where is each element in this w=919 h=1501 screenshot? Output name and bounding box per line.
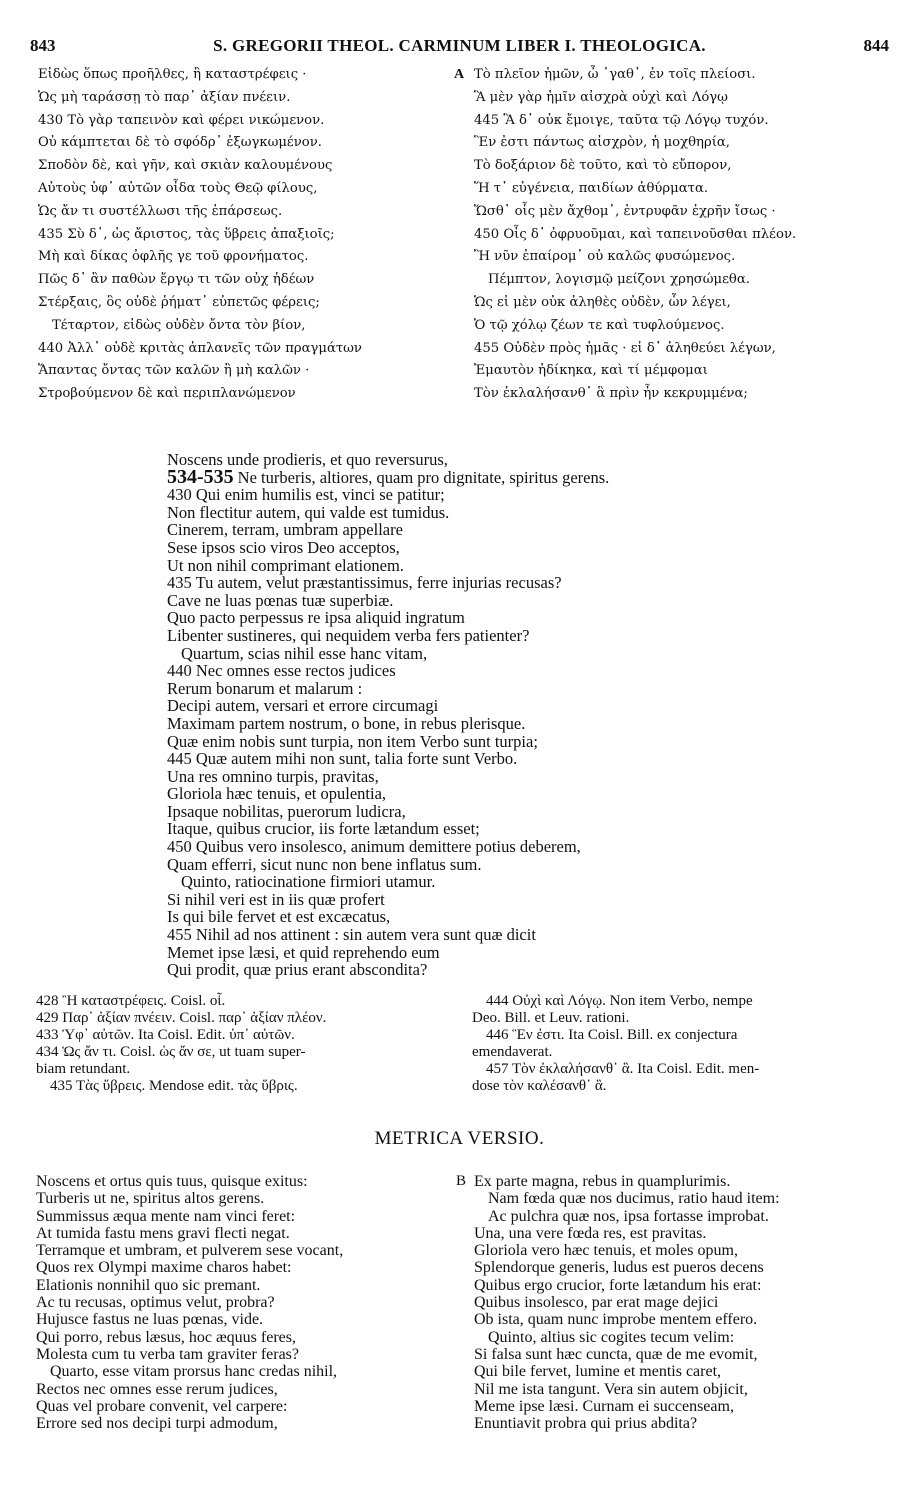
line-text: Quas vel probare convenit, vel carpere: — [36, 1397, 288, 1415]
latin-line — [167, 715, 867, 733]
greek-verse-line — [38, 292, 453, 315]
line-text: Quibus insolesco, par erat mage dejici — [474, 1294, 719, 1312]
metrical-verse-line — [36, 1259, 446, 1276]
line-text: Οὐ κάμπτεται δὲ τὸ σφόδρ᾽ ἐξωγκωμένον. — [38, 135, 322, 151]
greek-verse-line — [38, 246, 453, 269]
latin-line — [167, 961, 867, 979]
line-text: 450 Quibus vero insolesco, animum demittere potius deberem, — [167, 837, 581, 857]
footnote-line — [472, 1010, 888, 1027]
line-text: Hujusce fastus ne luas pœnas, vide. — [36, 1311, 264, 1329]
line-text: Ὡς ἄν τι συστέλλωσι τῆς ἐπάρσεως. — [38, 203, 283, 219]
line-text: Τέταρτον, εἰδὼς οὐδὲν ὄντα τὸν βίον, — [52, 317, 306, 333]
page-header — [30, 36, 889, 58]
line-text: Ac tu recusas, optimus velut, probra? — [36, 1294, 275, 1312]
line-text: Ἅπαντας ὄντας τῶν καλῶν ἢ μὴ καλῶν · — [38, 363, 310, 379]
line-text: Ὡς εἰ μὲν οὐκ ἀληθὲς οὐδὲν, ὧν λέγει, — [474, 294, 731, 310]
latin-line — [167, 768, 867, 786]
latin-line — [167, 944, 867, 962]
latin-line — [167, 662, 867, 680]
line-text: Rerum bonarum et malarum : — [167, 678, 363, 698]
metrical-verse-line — [36, 1225, 446, 1242]
line-text: 450 Οἷς δ᾽ ὀφρυοῦμαι, καὶ ταπεινοῦσθαι πλέον. — [474, 226, 797, 242]
latin-line — [167, 785, 867, 803]
greek-verse-line — [474, 338, 894, 361]
section-title: METRICA VERSIO. — [374, 1128, 545, 1149]
greek-verse-line — [474, 110, 894, 133]
greek-verse-line — [474, 246, 894, 269]
line-text: Ac pulchra quæ nos, ipsa fortasse improbat. — [488, 1207, 769, 1225]
line-text: Πέμπτον, λογισμῷ μείζονι χρησώμεθα. — [488, 272, 750, 288]
page-number-right: 844 — [863, 36, 889, 55]
line-text: Ὡς μὴ ταράσσῃ τὸ παρ᾽ ἀξίαν πνέειν. — [38, 89, 291, 105]
margin-letter: A — [454, 67, 465, 82]
line-text: Ob ista, quam nunc improbe mentem effero. — [474, 1311, 758, 1329]
line-text: Molesta cum tu verba tam graviter feras? — [36, 1345, 299, 1363]
page-number-left: 843 — [30, 36, 56, 55]
latin-line — [167, 539, 867, 557]
latin-line — [167, 680, 867, 698]
latin-translation — [167, 451, 867, 979]
footnote-line — [472, 1078, 888, 1095]
greek-verse-line — [474, 87, 894, 110]
running-title: S. GREGORII THEOL. CARMINUM LIBER I. THEOLOGICA. — [213, 36, 706, 55]
latin-line — [167, 504, 867, 522]
line-text: Ὁ τῷ χόλῳ ζέων τε καὶ τυφλούμενος. — [474, 317, 725, 333]
line-text: Summissus æqua mente nam vinci feret: — [36, 1207, 296, 1225]
line-text: Ἐμαυτὸν ἠδίκηκα, καὶ τί μέμφομαι — [474, 363, 708, 379]
latin-line — [167, 574, 867, 592]
line-text: Non flectitur autem, qui valde est tumidus. — [167, 502, 450, 522]
greek-verse-line — [38, 315, 453, 338]
metrical-verse-line — [456, 1173, 894, 1190]
line-text: 457 Τὸν ἐκλαλήσανθ᾽ ἃ. Ita Coisl. Edit. men- — [486, 1061, 760, 1077]
line-text: dose τὸν καλέσανθ᾽ ἃ. — [472, 1078, 607, 1094]
line-text: Si nihil veri est in iis quæ profert — [167, 889, 385, 909]
metrical-verse-line — [36, 1329, 446, 1346]
line-text: Enuntiavit probra qui prius abdita? — [474, 1415, 698, 1433]
metrical-verse-line — [474, 1363, 894, 1380]
line-text: biam retundant. — [36, 1061, 131, 1077]
line-text: Σποδὸν δὲ, καὶ γῆν, καὶ σκιὰν καλουμένους — [38, 158, 333, 174]
footnote-line — [36, 1010, 461, 1027]
column-number: 534-535 — [167, 465, 234, 488]
footnote-line — [472, 1044, 888, 1061]
metrical-verse-line — [36, 1242, 446, 1259]
greek-verse-line — [474, 383, 894, 406]
line-text: At tumida fastu mens gravi flecti negat. — [36, 1224, 290, 1242]
latin-line — [167, 856, 867, 874]
line-text: Quibus ergo crucior, forte lætandum his erat: — [474, 1276, 762, 1294]
footnotes-right-column — [472, 993, 888, 1095]
line-text: Noscens et ortus quis tuus, quisque exitus: — [36, 1173, 308, 1190]
latin-line — [167, 627, 867, 645]
line-text: 428 Ἢ καταστρέφεις. Coisl. οἷ. — [36, 993, 226, 1009]
line-text: 455 Nihil ad nos attinent : sin autem vera sunt quæ dicit — [167, 925, 536, 945]
metrical-verse-line — [36, 1294, 446, 1311]
line-text: 429 Παρ᾽ ἀξίαν πνέειν. Coisl. παρ᾽ ἀξίαν πλέον. — [36, 1010, 327, 1026]
line-text: Errore sed nos decipi turpi admodum, — [36, 1415, 278, 1433]
line-text: Στέρξαις, ὃς οὐδὲ ῥήματ᾽ εὐπετῶς φέρεις; — [38, 294, 320, 310]
line-text: 444 Οὐχὶ καὶ Λόγῳ. Non item Verbo, nempe — [486, 993, 753, 1009]
greek-verse-line — [38, 383, 453, 406]
greek-verse-line — [38, 178, 453, 201]
footnote-line — [36, 1078, 461, 1095]
line-text: Ne turberis, altiores, quam pro dignitate, spiritus gerens. — [237, 467, 610, 487]
footnote-line — [36, 1044, 461, 1061]
line-text: Εἰδὼς ὅπως προῆλθες, ἢ καταστρέφεις · — [38, 67, 307, 82]
greek-verse-line — [38, 360, 453, 383]
line-text: Τὸ δοξάριον δὲ τοῦτο, καὶ τὸ εὔπορον, — [474, 158, 732, 174]
line-text: Una res omnino turpis, pravitas, — [167, 766, 379, 786]
line-text: 435 Τὰς ὕβρεις. Mendose edit. τὰς ὕβρις. — [50, 1078, 298, 1094]
latin-line — [167, 820, 867, 838]
metrical-verse-line — [474, 1346, 894, 1363]
footnote-line — [472, 1027, 888, 1044]
line-text: Itaque, quibus crucior, iis forte lætandum esset; — [167, 819, 480, 839]
metrical-verse-line — [36, 1415, 446, 1432]
footnote-line — [36, 1061, 461, 1078]
line-text: Τὸν ἐκλαλήσανθ᾽ ἃ πρὶν ἦν κεκρυμμένα; — [474, 386, 748, 402]
line-text: Ex parte magna, rebus in quamplurimis. — [474, 1173, 731, 1190]
line-text: Splendorque generis, ludus est pueros decens — [474, 1259, 764, 1277]
metrical-verse-line — [474, 1190, 894, 1207]
latin-line — [167, 733, 867, 751]
line-text: Deo. Bill. et Leuv. rationi. — [472, 1010, 630, 1026]
line-text: Libenter sustineres, qui nequidem verba fers patienter? — [167, 625, 530, 645]
greek-verse-line — [38, 87, 453, 110]
latin-line — [167, 465, 867, 488]
latin-line — [167, 486, 867, 504]
greek-verse-line — [38, 110, 453, 133]
line-text: Gloriola vero hæc tenuis, et moles opum, — [474, 1242, 738, 1260]
latin-line — [167, 838, 867, 856]
greek-verse-line — [474, 269, 894, 292]
footnotes-left-column — [36, 993, 461, 1095]
line-text: Maximam partem nostrum, o bone, in rebus plerisque. — [167, 713, 526, 733]
metrical-verse-line — [474, 1242, 894, 1259]
greek-verse-line — [38, 64, 453, 87]
greek-verse-line — [474, 201, 894, 224]
greek-verse-line — [474, 315, 894, 338]
line-text: 445 Quæ autem mihi non sunt, talia forte sunt Verbo. — [167, 749, 518, 769]
line-text: Is qui bile fervet et est excæcatus, — [167, 907, 391, 927]
line-text: 434 Ὡς ἄν τι. Coisl. ὡς ἄν σε, ut tuam super- — [36, 1044, 306, 1060]
line-text: Μὴ καὶ δίκας ὀφλῆς γε τοῦ φρονήματος. — [38, 249, 309, 265]
greek-verse-line — [38, 155, 453, 178]
metrical-verse-line — [36, 1277, 446, 1294]
line-text: 440 Ἀλλ᾽ οὐδὲ κριτὰς ἀπλανεῖς τῶν πραγμάτων — [38, 340, 362, 356]
footnote-line — [472, 1061, 888, 1078]
line-text: Quæ enim nobis sunt turpia, non item Verbo sunt turpia; — [167, 731, 538, 751]
line-text: Ἃ μὲν γὰρ ἡμῖν αἰσχρὰ οὐχὶ καὶ Λόγῳ — [474, 89, 728, 105]
metrical-verse-line — [474, 1225, 894, 1242]
line-text: Qui prodit, quæ prius erant abscondita? — [167, 960, 428, 980]
latin-line — [167, 891, 867, 909]
line-text: Qui bile fervet, lumine et mentis caret, — [474, 1363, 722, 1381]
footnote-line — [472, 993, 888, 1010]
line-text: 435 Σὺ δ᾽, ὡς ἄριστος, τὰς ὕβρεις ἀπαξιοῖς; — [38, 226, 335, 242]
line-text: Turberis ut ne, spiritus altos gerens. — [36, 1190, 265, 1208]
footnote-line — [36, 993, 461, 1010]
line-text: Cinerem, terram, umbram appellare — [167, 520, 403, 540]
greek-verse-line — [474, 360, 894, 383]
metrical-verse-line — [474, 1381, 894, 1398]
latin-line — [167, 645, 867, 663]
line-text: Decipi autem, versari et errore circumagi — [167, 696, 439, 716]
line-text: 430 Τὸ γὰρ ταπεινὸν καὶ φέρει νικώμενον. — [38, 112, 325, 128]
line-text: Ἥ τ᾽ εὐγένεια, παιδίων ἀθύρματα. — [474, 180, 709, 196]
line-text: Quarto, esse vitam prorsus hanc credas nihil, — [50, 1363, 338, 1381]
line-text: Ὥσθ᾽ οἷς μὲν ἄχθομ᾽, ἐντρυφᾶν ἐχρῆν ἴσως · — [474, 203, 776, 219]
metrical-verse-line — [474, 1277, 894, 1294]
metrical-verse-line — [36, 1346, 446, 1363]
latin-line — [167, 451, 867, 469]
greek-text-right-column — [454, 64, 894, 406]
latin-line — [167, 750, 867, 768]
line-text: Rectos nec omnes esse rerum judices, — [36, 1380, 278, 1398]
metrical-verse-line — [474, 1294, 894, 1311]
greek-verse-line — [474, 292, 894, 315]
line-text: Quinto, altius sic cogites tecum velim: — [488, 1328, 735, 1346]
metrical-version-right-column — [456, 1173, 894, 1433]
line-text: Nil me ista tangunt. Vera sin autem objicit, — [474, 1380, 748, 1398]
line-text: Quos rex Olympi maxime charos habet: — [36, 1259, 292, 1277]
line-text: Ipsaque nobilitas, puerorum ludicra, — [167, 801, 406, 821]
line-text: Memet ipse læsi, et quid reprehendo eum — [167, 942, 440, 962]
line-text: 433 Ὑφ᾽ αὐτῶν. Ita Coisl. Edit. ὑπ᾽ αὐτῶν. — [36, 1027, 295, 1043]
greek-text-left-column — [38, 64, 453, 406]
footnote-line — [36, 1027, 461, 1044]
line-text: 445 Ἃ δ᾽ οὐκ ἔμοιγε, ταῦτα τῷ Λόγῳ τυχόν. — [474, 112, 769, 128]
line-text: 455 Οὐδὲν πρὸς ἡμᾶς · εἰ δ᾽ ἀληθεύει λέγων, — [474, 340, 776, 356]
line-text: Αὐτοὺς ὑφ᾽ αὐτῶν οἶδα τοὺς Θεῷ φίλους, — [38, 180, 318, 196]
line-text: Τὸ πλεῖον ἡμῶν, ὦ ᾽γαθ᾽, ἐν τοῖς πλείοσι. — [474, 67, 756, 82]
line-text: 440 Nec omnes esse rectos judices — [167, 661, 396, 681]
metrical-verse-line — [36, 1381, 446, 1398]
line-text: Ἢ νῦν ἐπαίρομ᾽ οὐ καλῶς φυσώμενος. — [474, 249, 736, 265]
metrical-verse-line — [36, 1173, 446, 1190]
metrical-version-left-column — [36, 1173, 446, 1432]
latin-line — [167, 926, 867, 944]
line-text: Si falsa sunt hæc cuncta, quæ de me evomit, — [474, 1345, 758, 1363]
margin-letter: B — [456, 1173, 467, 1189]
metrical-verse-line — [36, 1398, 446, 1415]
latin-line — [167, 803, 867, 821]
line-text: Nam fœda quæ nos ducimus, ratio haud item: — [488, 1190, 780, 1208]
metrical-verse-line — [474, 1415, 894, 1432]
line-text: Meme ipse læsi. Curnam ei succenseam, — [474, 1397, 734, 1415]
line-text: Cave ne luas pœnas tuæ superbiæ. — [167, 590, 394, 610]
line-text: Sese ipsos scio viros Deo acceptos, — [167, 537, 400, 557]
line-text: 430 Qui enim humilis est, vinci se patitur; — [167, 485, 445, 505]
greek-verse-line — [38, 201, 453, 224]
latin-line — [167, 908, 867, 926]
line-text: Elationis nonnihil quo sic premant. — [36, 1276, 261, 1294]
metrical-verse-line — [474, 1329, 894, 1346]
line-text: Quinto, ratiocinatione firmiori utamur. — [181, 872, 436, 892]
greek-verse-line — [474, 132, 894, 155]
greek-verse-line — [474, 178, 894, 201]
greek-verse-line — [38, 224, 453, 247]
greek-verse-line — [454, 64, 894, 87]
greek-verse-line — [38, 338, 453, 361]
greek-verse-line — [474, 155, 894, 178]
latin-line — [167, 609, 867, 627]
metrical-verse-line — [36, 1363, 446, 1380]
line-text: Noscens unde prodieris, et quo reversurus, — [167, 450, 448, 469]
line-text: Quartum, scias nihil esse hanc vitam, — [181, 643, 428, 663]
line-text: 435 Tu autem, velut præstantissimus, ferre injurias recusas? — [167, 573, 562, 593]
metrical-verse-line — [474, 1311, 894, 1328]
line-text: Qui porro, rebus læsus, hoc æquus feres, — [36, 1328, 296, 1346]
greek-verse-line — [38, 269, 453, 292]
latin-line — [167, 697, 867, 715]
line-text: 446 Ἓν ἐστι. Ita Coisl. Bill. ex conjectura — [486, 1027, 738, 1043]
line-text: Una, una vere fœda res, est pravitas. — [474, 1224, 707, 1242]
metrical-verse-line — [474, 1208, 894, 1225]
line-text: Gloriola hæc tenuis, et opulentia, — [167, 784, 387, 804]
line-text: Στροβούμενον δὲ καὶ περιπλανώμενον — [38, 386, 296, 402]
greek-verse-line — [38, 132, 453, 155]
line-text: emendaverat. — [472, 1044, 553, 1060]
latin-line — [167, 873, 867, 891]
metrical-verse-line — [36, 1311, 446, 1328]
line-text: Terramque et umbram, et pulverem sese vocant, — [36, 1242, 344, 1260]
latin-line — [167, 557, 867, 575]
metrical-verse-line — [474, 1259, 894, 1276]
line-text: Ut non nihil comprimant elationem. — [167, 555, 404, 575]
line-text: Quam efferri, sicut nunc non bene inflatus sum. — [167, 854, 482, 874]
line-text: Quo pacto perpessus re ipsa aliquid ingratum — [167, 608, 465, 628]
line-text: Πῶς δ᾽ ἂν παθὼν ἔργῳ τι τῶν οὐχ ἡδέων — [38, 272, 315, 288]
metrical-verse-line — [36, 1190, 446, 1207]
metrical-verse-line — [474, 1398, 894, 1415]
latin-line — [167, 521, 867, 539]
line-text: Ἓν ἐστι πάντως αἰσχρὸν, ἡ μοχθηρία, — [474, 135, 730, 151]
latin-line — [167, 592, 867, 610]
greek-verse-line — [474, 224, 894, 247]
metrical-verse-line — [36, 1208, 446, 1225]
